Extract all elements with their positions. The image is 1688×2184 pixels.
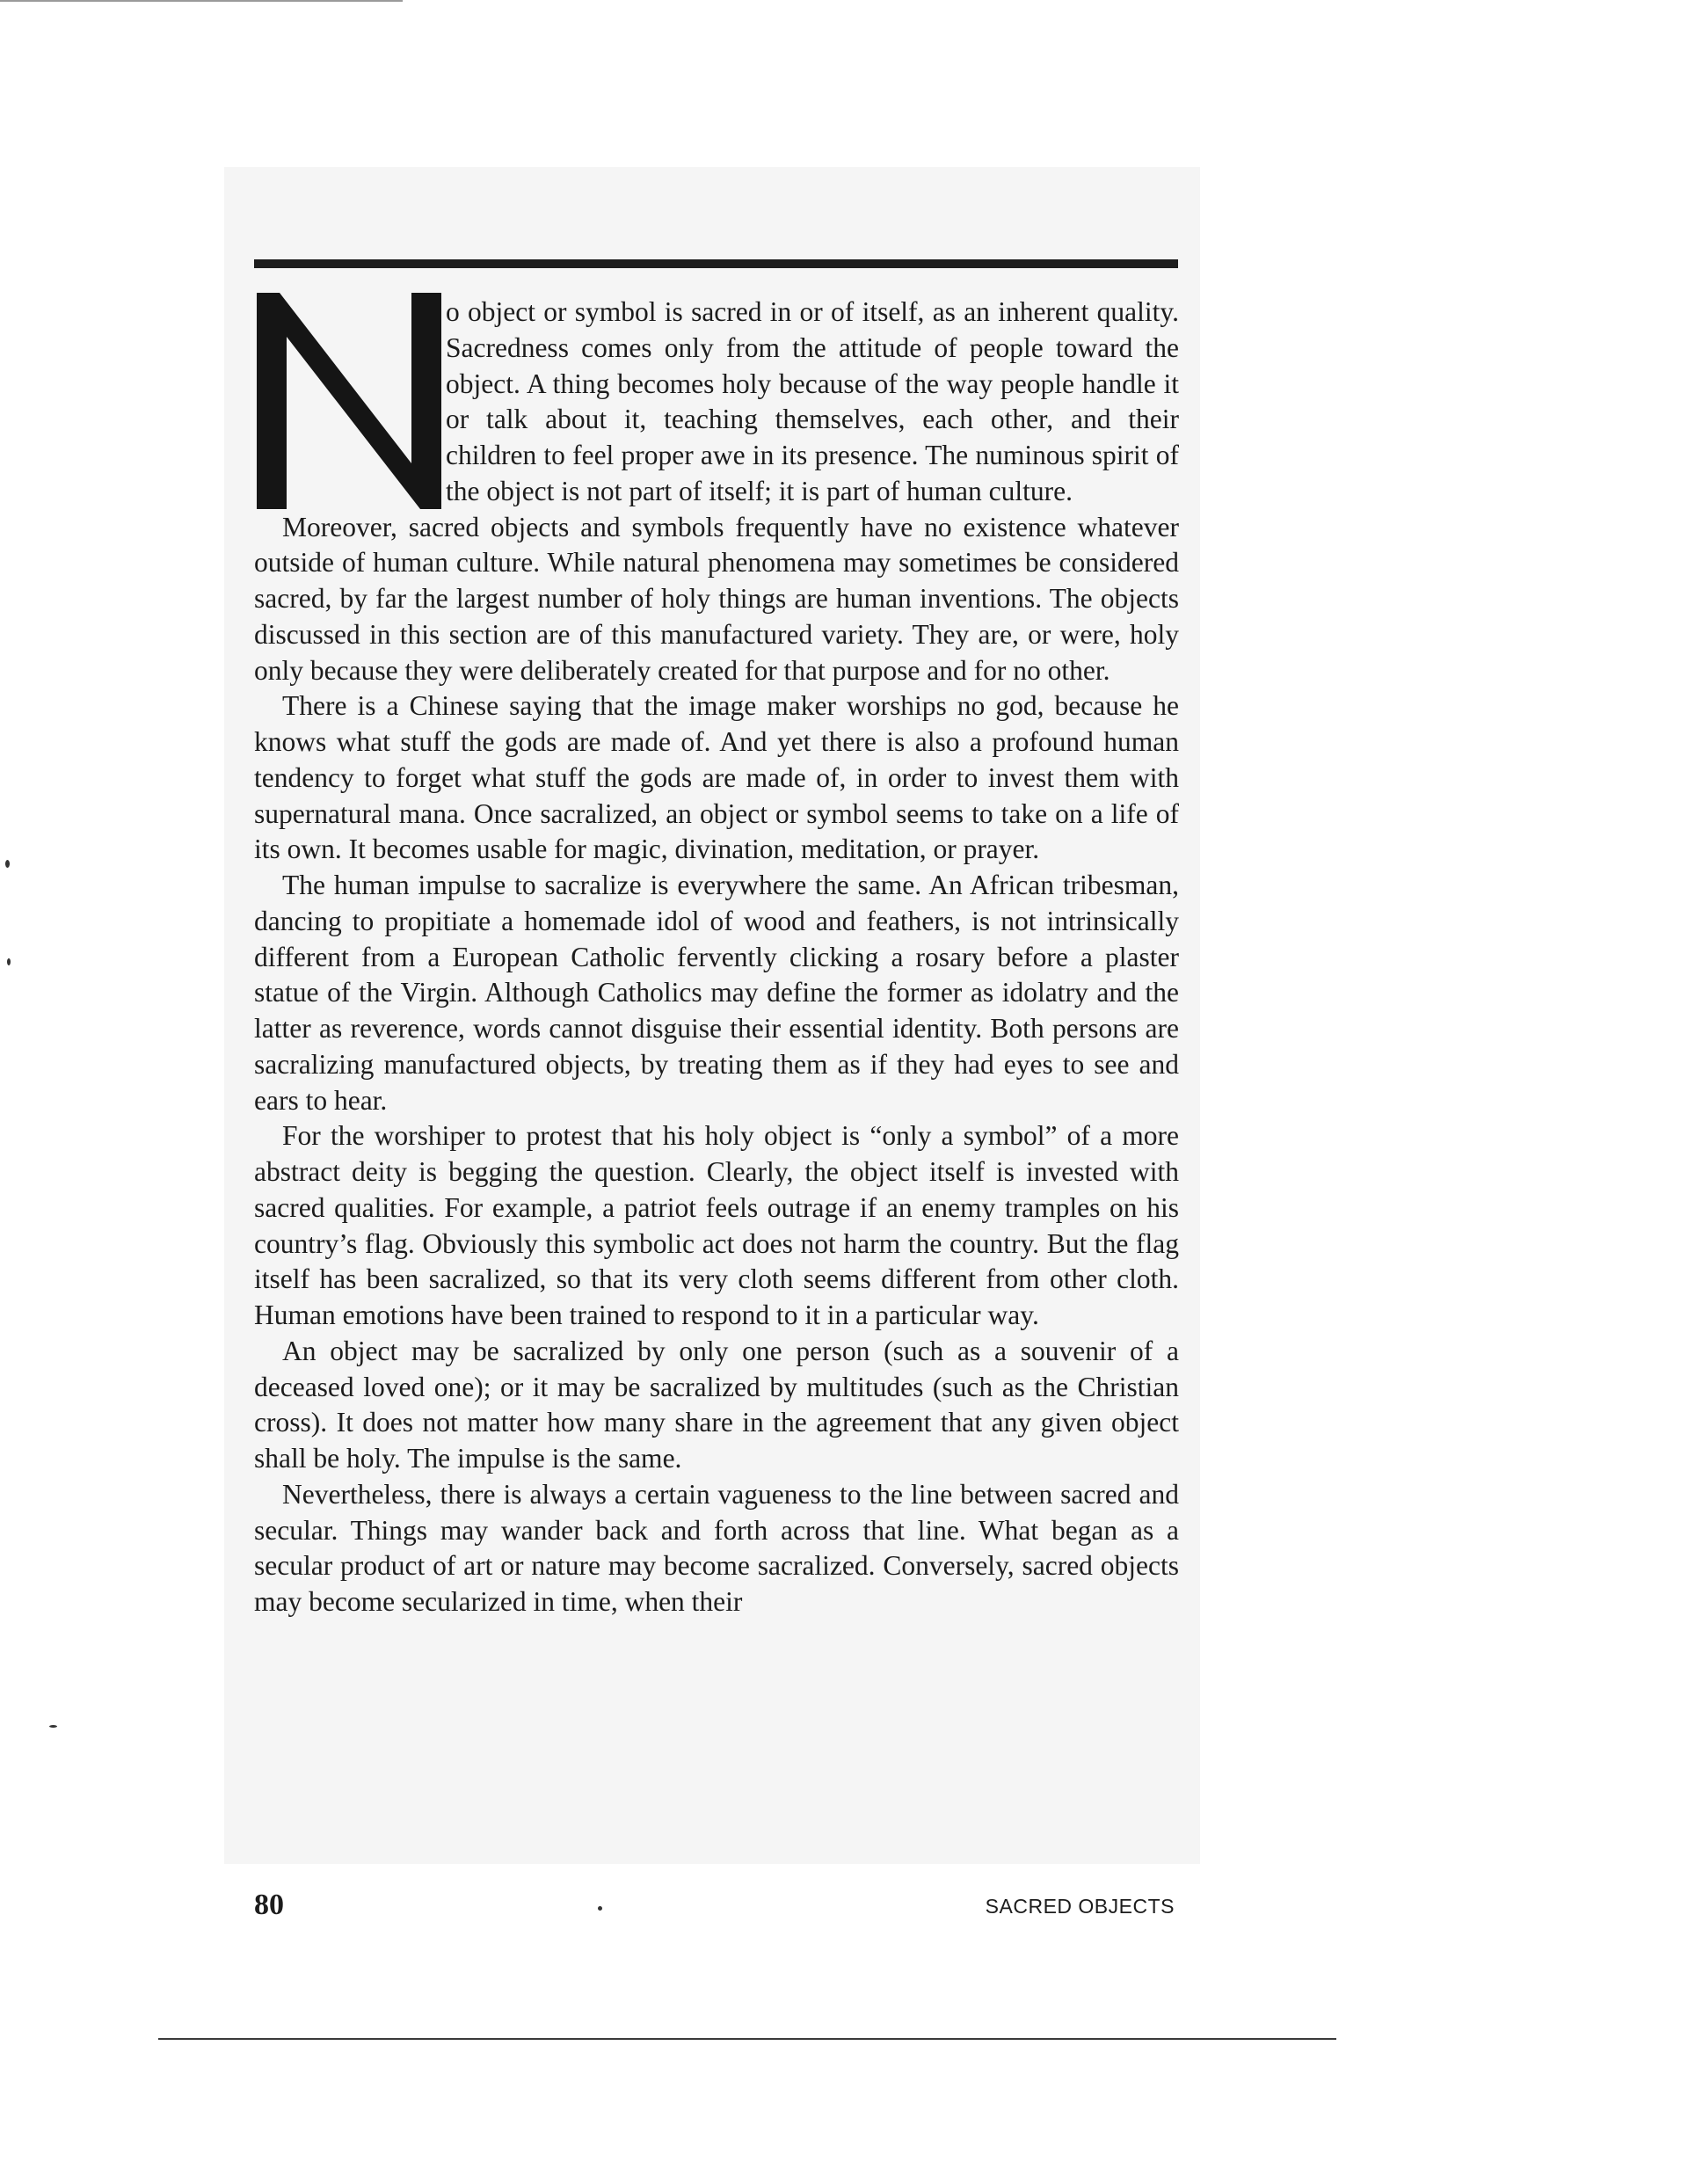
- page-number: 80: [254, 1889, 284, 1921]
- paragraph-3: There is a Chinese saying that the image maker worships no god, because he knows what stuff the gods are made of. And yet there is also a profound human tendency to forget what stuff the gods are made of, in order to invest them with supernatural mana. Once sacralized, an object or symbol seems to take on a life of its own. It becomes usable for magic, divination, meditation, or prayer.: [254, 690, 1179, 865]
- bottom-rule: [158, 2038, 1336, 2040]
- paragraph-1: o object or symbol is sacred in or of itself, as an inherent quality. Sacredness comes only from the attitude of people toward the object. A thing becomes holy because of the way people handle it or talk about it, teaching themselves, each other, and their children to feel proper awe in its presence. The numinous spirit of the object is not part of itself; it is part of human culture.: [446, 296, 1179, 506]
- scan-speck: [7, 958, 11, 965]
- drop-cap-space: [254, 295, 439, 509]
- scan-speck: [598, 1906, 602, 1911]
- article-body: [254, 295, 1179, 1620]
- scan-speck: [5, 860, 10, 868]
- paragraph-4: The human impulse to sacralize is everywhere the same. An African tribesman, dancing to propitiate a homemade idol of wood and feathers, is not intrinsically different from a European Catholic fervently clicking a rosary before a plaster statue of the Virgin. Although Catholics may define the former as idolatry and the latter as reverence, words cannot disguise their essential identity. Both persons are sacralizing manufactured objects, by treating them as if they had eyes to see and ears to hear.: [254, 870, 1179, 1116]
- paragraph-6: An object may be sacralized by only one person (such as a souvenir of a deceased loved one); or it may be sacralized by multitudes (such as the Christian cross). It does not matter how many share in the agreement that any given object shall be holy. The impulse is the same.: [254, 1335, 1179, 1474]
- top-rule: [254, 259, 1178, 268]
- scan-speck: [49, 1725, 57, 1728]
- paragraph-2: Moreover, sacred objects and symbols frequently have no existence whatever outside of human culture. While natural phenomena may sometimes be considered sacred, by far the largest number of holy things are human inventions. The objects discussed in this section are of this manufactured variety. They are, or were, holy only because they were deliberately created for that purpose and for no other.: [254, 511, 1179, 686]
- paragraph-7: Nevertheless, there is always a certain vagueness to the line between sacred and secular. Things may wander back and forth across that line. What began as a secular product of art or nature may become sacralized. Conversely, sacred objects may become secularized in time, when their: [254, 1478, 1179, 1617]
- paragraph-5: For the worshiper to protest that his holy object is “only a symbol” of a more abstract deity is begging the question. Clearly, the object itself is invested with sacred qualities. For example, a patriot feels outrage if an enemy tramples on his country’s flag. Obviously this symbolic act does not harm the country. But the flag itself has been sacralized, so that its very cloth seems different from other cloth. Human emotions have been trained to respond to it in a particular way.: [254, 1120, 1179, 1330]
- scan-corner-rule: [0, 0, 403, 2]
- section-title: SACRED OBJECTS: [985, 1895, 1175, 1918]
